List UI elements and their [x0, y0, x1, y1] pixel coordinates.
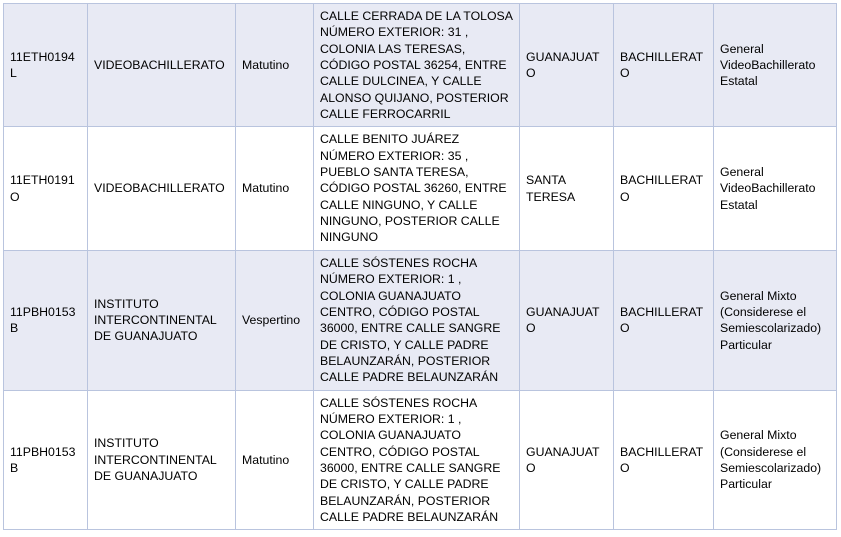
- cell-level: BACHILLERATO: [614, 127, 714, 250]
- cell-cct: 11PBH0153B: [4, 250, 88, 390]
- table-row: [4, 250, 837, 390]
- cell-school-name: INSTITUTO INTERCONTINENTAL DE GUANAJUATO: [88, 390, 236, 530]
- cell-school-name: VIDEOBACHILLERATO: [88, 127, 236, 250]
- cell-level: BACHILLERATO: [614, 250, 714, 390]
- cell-service-type: General Mixto (Considerese el Semiescolarizado) Particular: [714, 390, 837, 530]
- cell-address: CALLE BENITO JUÁREZ NÚMERO EXTERIOR: 35 , PUEBLO SANTA TERESA, CÓDIGO POSTAL 36260, ENTRE CALLE NINGUNO, Y CALLE NINGUNO, POSTERIOR CALLE NINGUNO: [314, 127, 520, 250]
- cell-level: BACHILLERATO: [614, 390, 714, 530]
- cell-service-type: General VideoBachillerato Estatal: [714, 4, 837, 127]
- cell-service-type: General Mixto (Considerese el Semiescolarizado) Particular: [714, 250, 837, 390]
- schools-table: [3, 3, 837, 530]
- cell-shift: Matutino: [236, 127, 314, 250]
- cell-school-name: INSTITUTO INTERCONTINENTAL DE GUANAJUATO: [88, 250, 236, 390]
- table-row: [4, 4, 837, 127]
- cell-address: CALLE SÓSTENES ROCHA NÚMERO EXTERIOR: 1 , COLONIA GUANAJUATO CENTRO, CÓDIGO POSTAL 36000, ENTRE CALLE SANGRE DE CRISTO, Y CALLE PADRE BELAUNZARÁN, POSTERIOR CALLE PADRE BELAUNZARÁN: [314, 390, 520, 530]
- cell-address: CALLE SÓSTENES ROCHA NÚMERO EXTERIOR: 1 , COLONIA GUANAJUATO CENTRO, CÓDIGO POSTAL 36000, ENTRE CALLE SANGRE DE CRISTO, Y CALLE PADRE BELAUNZARÁN, POSTERIOR CALLE PADRE BELAUNZARÁN: [314, 250, 520, 390]
- table-body: [4, 4, 837, 530]
- cell-cct: 11ETH0194L: [4, 4, 88, 127]
- cell-service-type: General VideoBachillerato Estatal: [714, 127, 837, 250]
- table-row: [4, 127, 837, 250]
- cell-shift: Matutino: [236, 390, 314, 530]
- cell-shift: Matutino: [236, 4, 314, 127]
- cell-school-name: VIDEOBACHILLERATO: [88, 4, 236, 127]
- cell-level: BACHILLERATO: [614, 4, 714, 127]
- cell-cct: 11PBH0153B: [4, 390, 88, 530]
- cell-locality: GUANAJUATO: [520, 390, 614, 530]
- cell-address: CALLE CERRADA DE LA TOLOSA NÚMERO EXTERIOR: 31 , COLONIA LAS TERESAS, CÓDIGO POSTAL 36254, ENTRE CALLE DULCINEA, Y CALLE ALONSO QUIJANO, POSTERIOR CALLE FERROCARRIL: [314, 4, 520, 127]
- document-page: [0, 3, 841, 537]
- table-row: [4, 390, 837, 530]
- cell-locality: SANTA TERESA: [520, 127, 614, 250]
- cell-cct: 11ETH0191O: [4, 127, 88, 250]
- cell-locality: GUANAJUATO: [520, 250, 614, 390]
- cell-locality: GUANAJUATO: [520, 4, 614, 127]
- cell-shift: Vespertino: [236, 250, 314, 390]
